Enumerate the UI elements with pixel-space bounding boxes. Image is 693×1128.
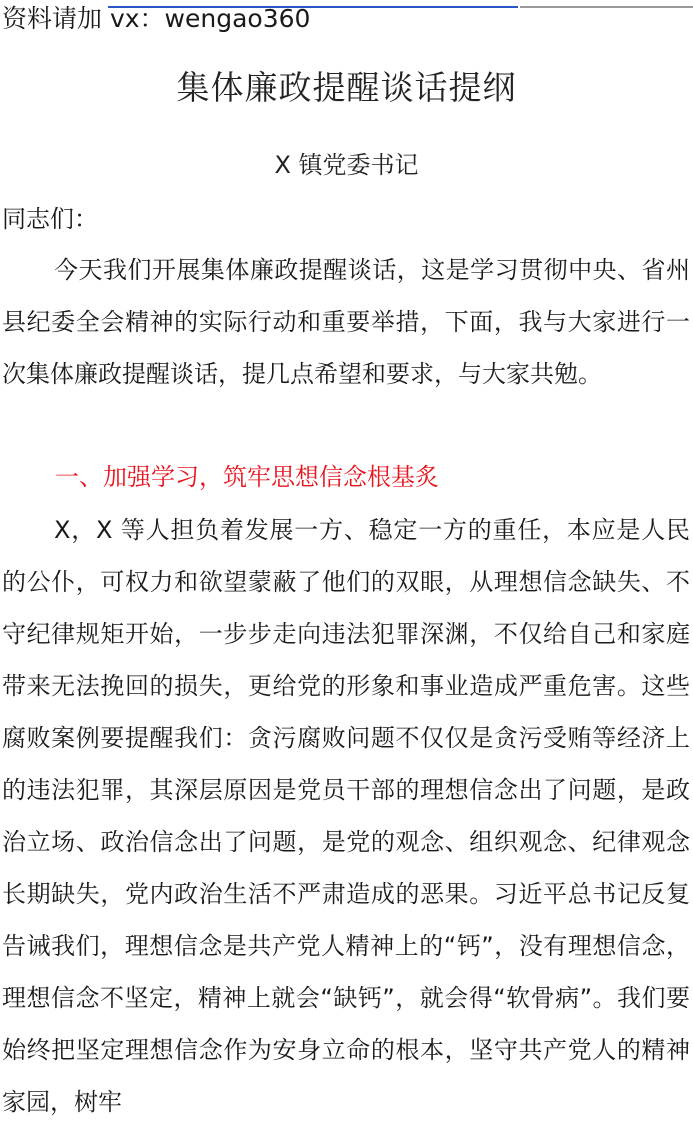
- document-title: 集体廉政提醒谈话提纲: [176, 68, 517, 107]
- paragraph-body: X，X 等人担负着发展一方、稳定一方的重任，本应是人民的公仆，可权力和欲望蒙蔽了他们的双眼，从理想信念缺失、不守纪律规矩开始，一步步走向违法犯罪深渊，不仅给自己和家庭带来无法挽回的损失，更给党的形象和事业造成严重危害。这些腐败案例要提醒我们：贪污腐败问题不仅仅是贪污受贿等经济上的违法犯罪，其深层原因是党员干部的理想信念出了问题，是政治立场、政治信念出了问题，是党的观念、组织观念、纪律观念长期缺失，党内政治生活不严肃造成的恶果。习近平总书记反复告诫我们，理想信念是共产党人精神上的“钙”，没有理想信念，理想信念不坚定，精神上就会“缺钙”，就会得“软骨病”。我们要始终把坚定理想信念作为安身立命的根本，坚守共产党人的精神家园，树牢: [2, 516, 690, 1116]
- header-link-tail: [520, 0, 693, 8]
- header-note: 资料请加 vx：wengao360: [2, 4, 311, 33]
- paragraph-intro: 今天我们开展集体廉政提醒谈话，这是学习贯彻中央、省州县纪委全会精神的实际行动和重要举措，下面，我与大家进行一次集体廉政提醒谈话，提几点希望和要求，与大家共勉。: [2, 256, 690, 388]
- section-heading: 一、加强学习，筑牢思想信念根基炙: [55, 463, 439, 491]
- salutation: 同志们：: [2, 205, 98, 233]
- document-author: X 镇党委书记: [274, 151, 419, 179]
